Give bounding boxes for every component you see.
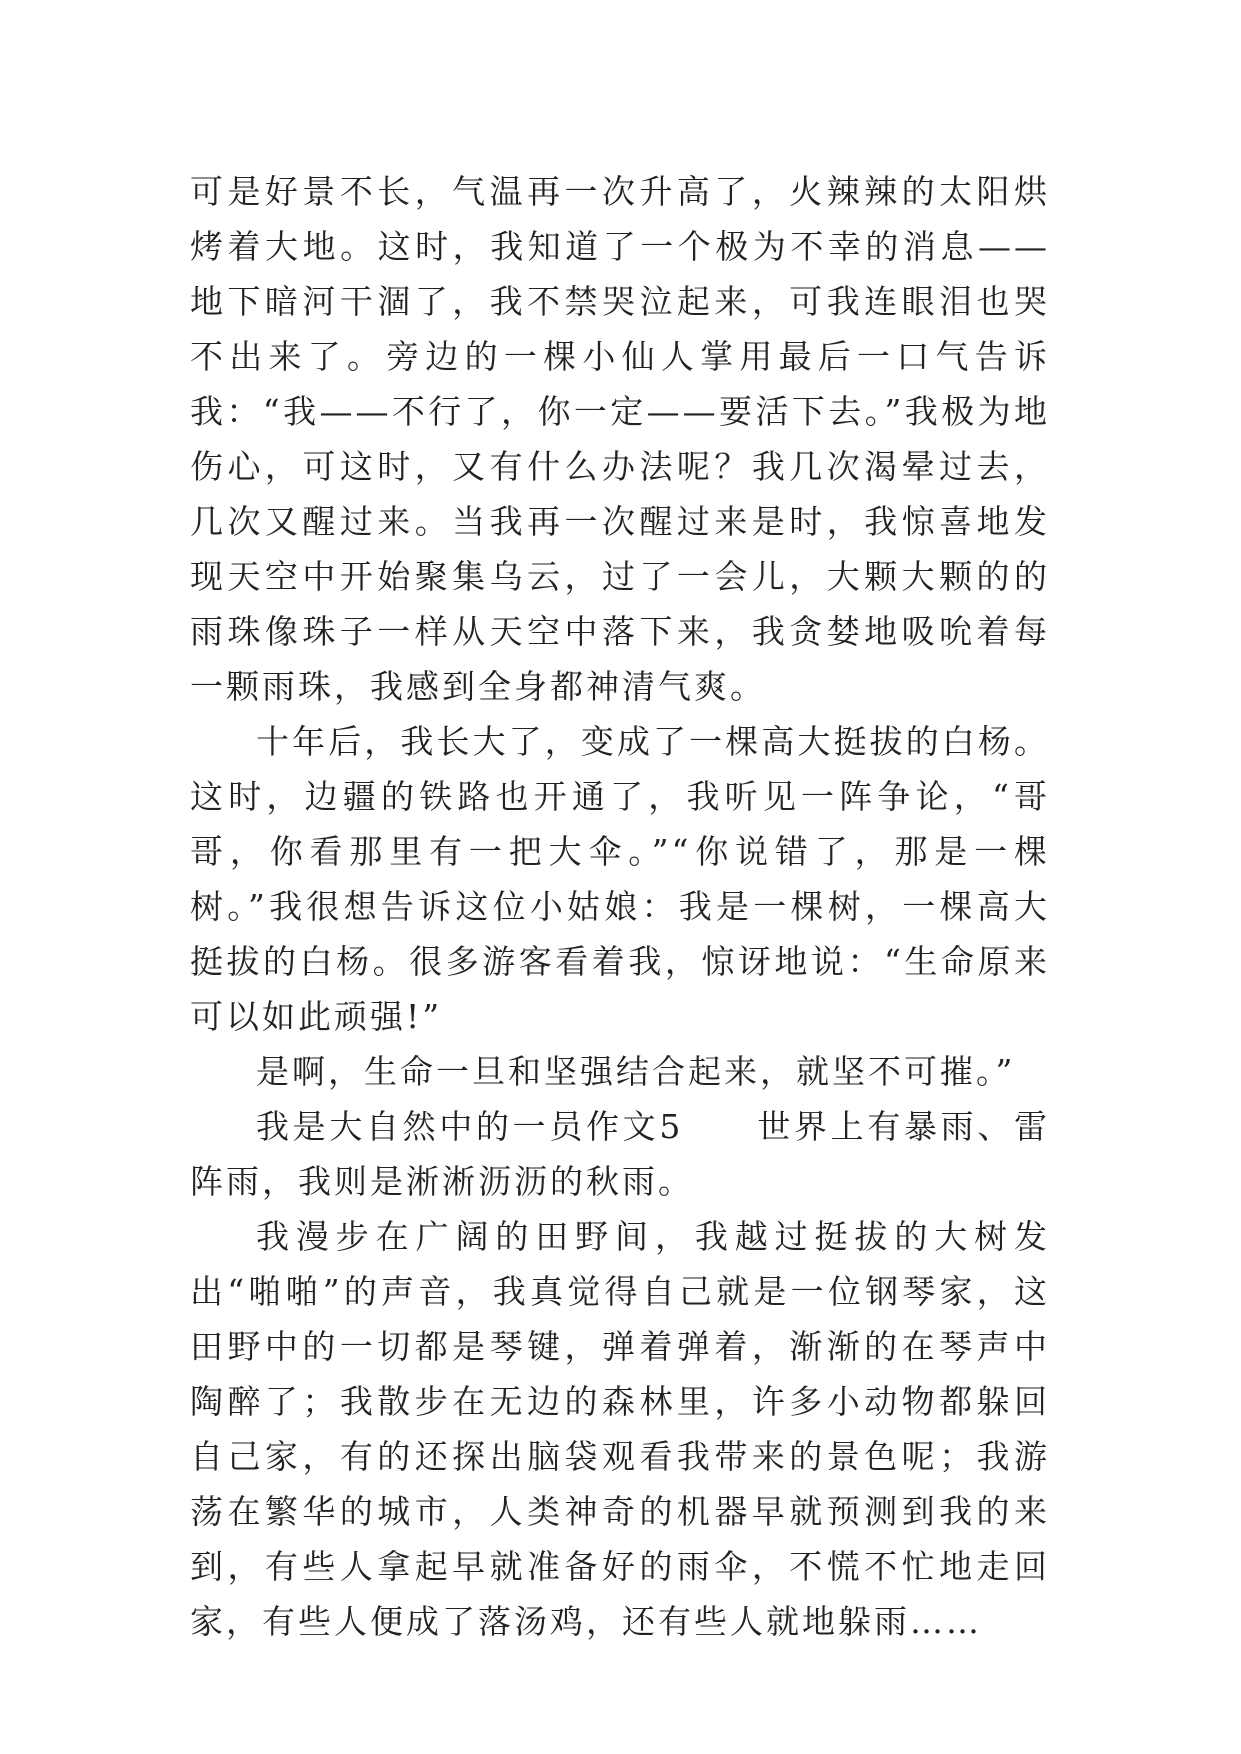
paragraph-3: 是啊，生命一旦和坚强结合起来，就坚不可摧。” (256, 1052, 1016, 1091)
paragraph-2: 十年后，我长大了，变成了一棵高大挺拔的白杨。这时，边疆的铁路也开通了，我听见一阵争论，“哥哥，你看那里有一把大伞。”“你说错了，那是一棵树。”我很想告诉这位小姑娘：我是一棵树，一棵高大挺拔的白杨。很多游客看着我，惊讶地说：“生命原来可以如此顽强!” (190, 722, 1050, 1036)
essay-body (190, 164, 1050, 1649)
paragraph-4: 我是大自然中的一员作文5 世界上有暴雨、雷阵雨，我则是淅淅沥沥的秋雨。 (190, 1107, 1050, 1201)
paragraph-1: 可是好景不长，气温再一次升高了，火辣辣的太阳烘烤着大地。这时，我知道了一个极为不幸的消息——地下暗河干涸了，我不禁哭泣起来，可我连眼泪也哭不出来了。旁边的一棵小仙人掌用最后一口气告诉我：“我——不行了，你一定——要活下去。”我极为地伤心，可这时，又有什么办法呢？我几次渴晕过去，几次又醒过来。当我再一次醒过来是时，我惊喜地发现天空中开始聚集乌云，过了一会儿，大颗大颗的的雨珠像珠子一样从天空中落下来，我贪婪地吸吮着每一颗雨珠，我感到全身都神清气爽。 (190, 172, 1050, 706)
paragraph-5: 我漫步在广阔的田野间，我越过挺拔的大树发出“啪啪”的声音，我真觉得自己就是一位钢琴家，这田野中的一切都是琴键，弹着弹着，渐渐的在琴声中陶醉了；我散步在无边的森林里，许多小动物都躲回自己家，有的还探出脑袋观看我带来的景色呢；我游荡在繁华的城市，人类神奇的机器早就预测到我的来到，有些人拿起早就准备好的雨伞，不慌不忙地走回家，有些人便成了落汤鸡，还有些人就地躲雨…… (190, 1217, 1050, 1641)
